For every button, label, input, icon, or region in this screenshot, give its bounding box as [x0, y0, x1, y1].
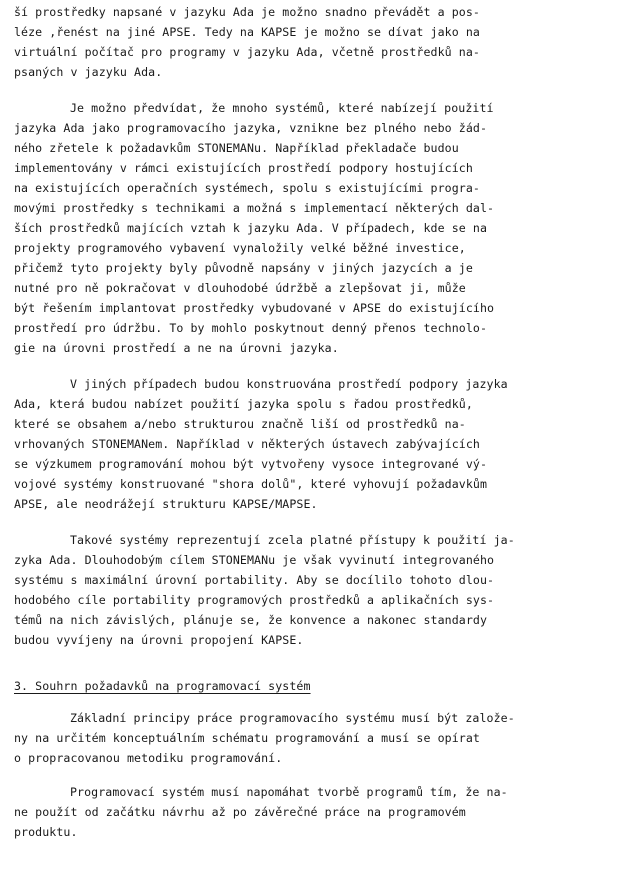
text-line: ší prostředky napsané v jazyku Ada je možno snadno převádět a pos- — [14, 5, 480, 19]
text-line: psaných v jazyku Ada. — [14, 65, 163, 79]
text-line: gie na úrovni prostředí a ne na úrovni jazyka. — [14, 341, 339, 355]
text-line: produktu. — [14, 825, 78, 839]
text-line: být řešením implantovat prostředky vybudované v APSE do existujícího — [14, 301, 495, 315]
text-line: o propracovanou metodiku programování. — [14, 751, 283, 765]
text-line: implementovány v rámci existujících prostředí podpory hostujících — [14, 161, 473, 175]
text-line: Programovací systém musí napomáhat tvorbě programů tím, že na- — [70, 785, 508, 799]
text-line: Ada, která budou nabízet použití jazyka spolu s řadou prostředků, — [14, 397, 473, 411]
text-line: jazyka Ada jako programovacího jazyka, vznikne bez plného nebo žád- — [14, 121, 488, 135]
text-line: Takové systémy reprezentují zcela platné přístupy k použití ja- — [70, 533, 515, 547]
section-heading: 3. Souhrn požadavků na programovací systém — [14, 679, 311, 693]
text-line: V jiných případech budou konstruována prostředí podpory jazyka — [70, 377, 508, 391]
text-line: ného zřetele k požadavkům STONEMANu. Například překladače budou — [14, 141, 459, 155]
text-line: zyka Ada. Dlouhodobým cílem STONEMANu je však vyvinutí integrovaného — [14, 553, 495, 567]
text-line: ny na určitém konceptuálním schématu programování a musí se opírat — [14, 731, 480, 745]
text-line: projekty programového vybavení vynaložily velké běžné investice, — [14, 241, 466, 255]
text-line: virtuální počítač pro programy v jazyku Ada, včetně prostředků na- — [14, 45, 480, 59]
text-line: na existujících operačních systémech, spolu s existujícími progra- — [14, 181, 480, 195]
text-line: vrhovaných STONEMANem. Například v některých ústavech zabývajících — [14, 437, 480, 451]
text-line: témů na nich závislých, plánuje se, že konvence a nakonec standardy — [14, 613, 488, 627]
text-line: léze ,řenést na jiné APSE. Tedy na KAPSE je možno se dívat jako na — [14, 25, 480, 39]
text-line: APSE, ale neodrážejí strukturu KAPSE/MAPSE. — [14, 497, 318, 511]
text-line: nutné pro ně pokračovat v dlouhodobé údržbě a zlepšovat ji, může — [14, 281, 466, 295]
text-line: movými prostředky s technikami a možná s implementací některých dal- — [14, 201, 495, 215]
text-line: prostředí pro údržbu. To by mohlo poskytnout denný přenos technolo- — [14, 321, 488, 335]
text-line: ších prostředků majících vztah k jazyku Ada. V případech, kde se na — [14, 221, 488, 235]
text-line: vojové systémy konstruované "shora dolů", které vyhovují požadavkům — [14, 477, 488, 491]
text-line: přičemž tyto projekty byly původně napsány v jiných jazycích a je — [14, 261, 473, 275]
text-line: systému s maximální úrovní portability. Aby se docílilo tohoto dlou- — [14, 573, 495, 587]
text-line: Základní principy práce programovacího systému musí být založe- — [70, 711, 515, 725]
text-line: se výzkumem programování mohou být vytvořeny vysoce integrované vý- — [14, 457, 488, 471]
text-line: hodobého cíle portability programových prostředků a aplikačních sys- — [14, 593, 495, 607]
text-line: které se obsahem a/nebo strukturou značně liší od prostředků na- — [14, 417, 466, 431]
text-line: budou vyvíjeny na úrovni propojení KAPSE. — [14, 633, 304, 647]
text-line: ne použít od začátku návrhu až po závěrečné práce na programovém — [14, 805, 466, 819]
text-line: Je možno předvídat, že mnoho systémů, které nabízejí použití — [70, 101, 494, 115]
